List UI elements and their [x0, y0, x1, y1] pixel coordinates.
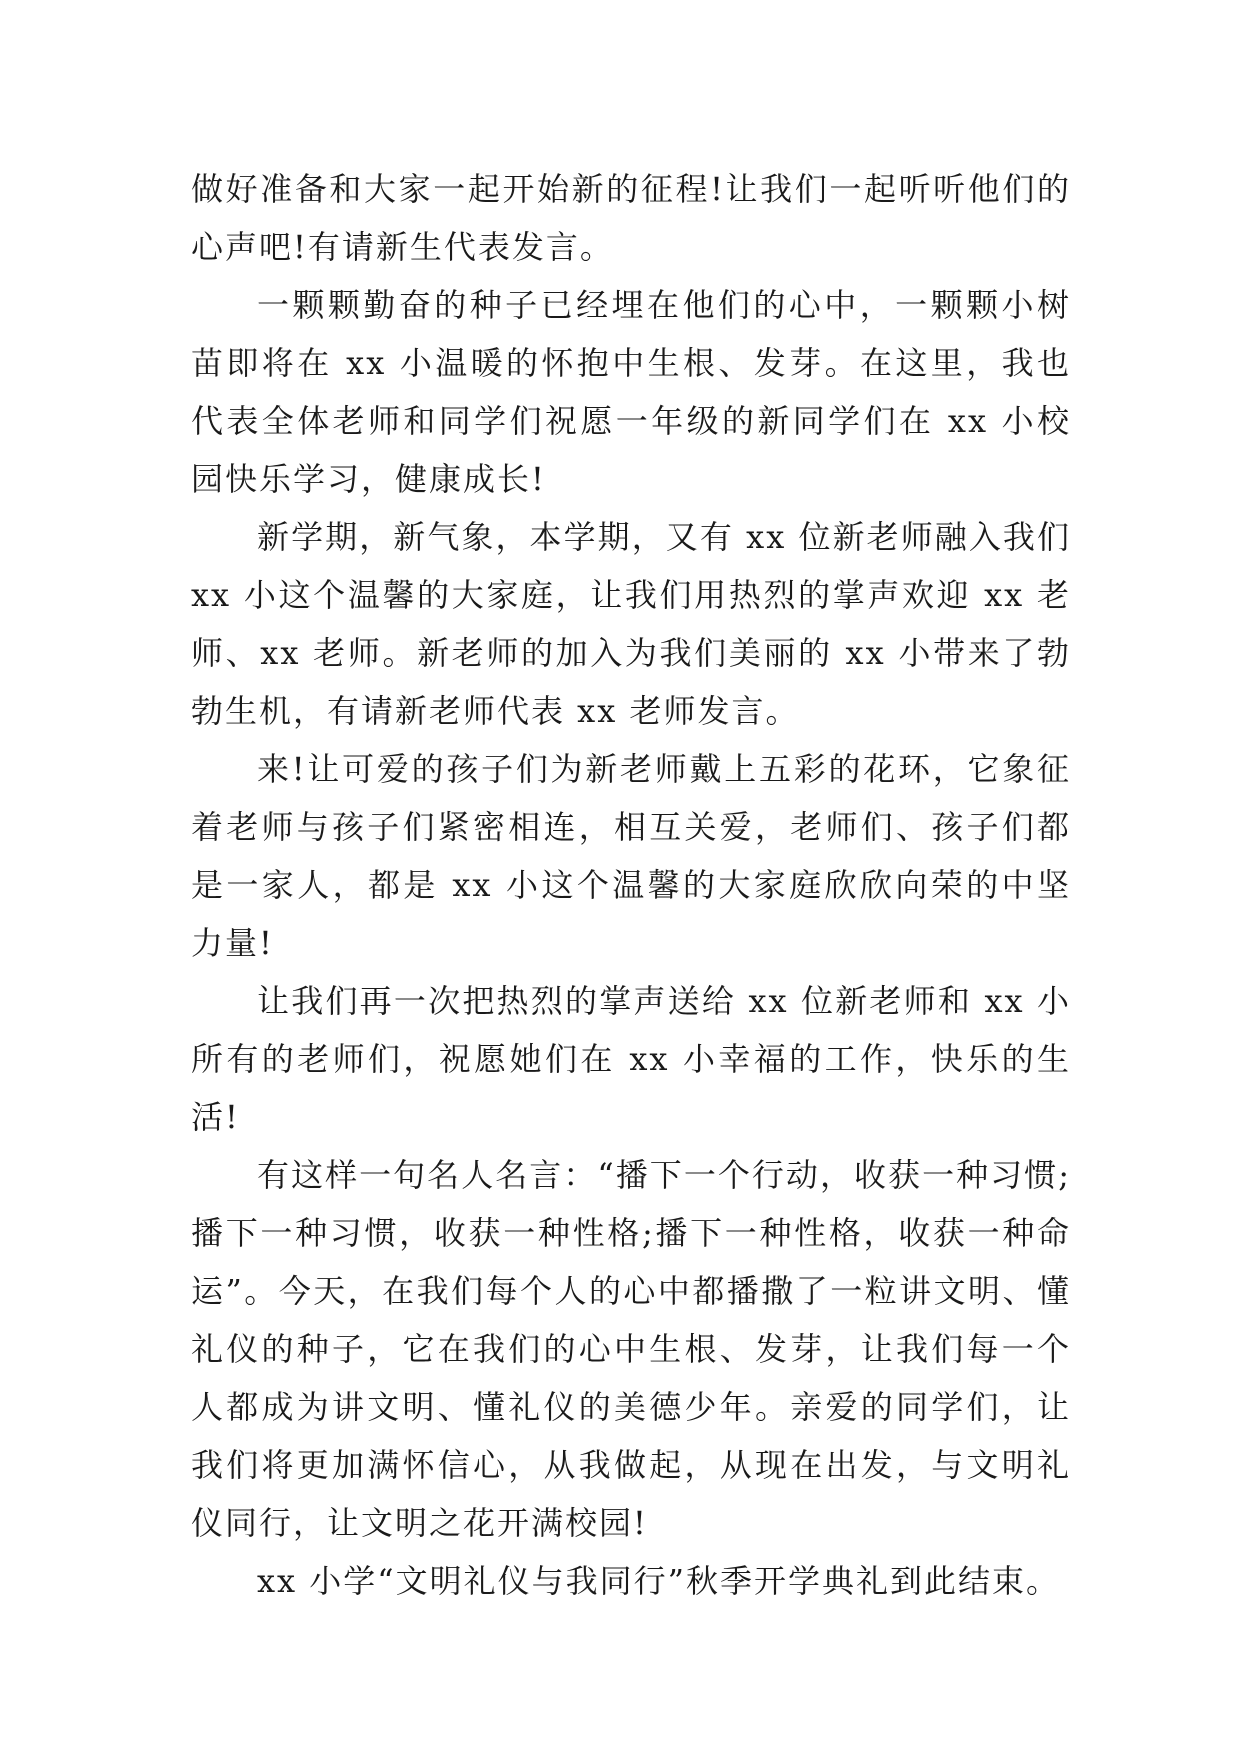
paragraph-applause: 让我们再一次把热烈的掌声送给 xx 位新老师和 xx 小所有的老师们，祝愿她们在 xx 小幸福的工作，快乐的生活! — [191, 982, 1071, 1136]
paragraph-closing: xx 小学“文明礼仪与我同行”秋季开学典礼到此结束。 — [257, 1562, 1060, 1600]
document-body — [191, 160, 1071, 1610]
paragraph-flower-wreath: 来!让可爱的孩子们为新老师戴上五彩的花环，它象征着老师与孩子们紧密相连，相互关爱，老师们、孩子们都是一家人，都是 xx 小这个温馨的大家庭欣欣向荣的中坚力量! — [191, 750, 1071, 962]
paragraph-seeds: 一颗颗勤奋的种子已经埋在他们的心中，一颗颗小树苗即将在 xx 小温暖的怀抱中生根、发芽。在这里，我也代表全体老师和同学们祝愿一年级的新同学们在 xx 小校园快乐学习，健康成长! — [191, 286, 1071, 498]
paragraph-continuation: 做好准备和大家一起开始新的征程!让我们一起听听他们的心声吧!有请新生代表发言。 — [191, 170, 1071, 266]
paragraph-quote: 有这样一句名人名言：“播下一个行动，收获一种习惯;播下一种习惯，收获一种性格;播下一种性格，收获一种命运”。今天，在我们每个人的心中都播撒了一粒讲文明、懂礼仪的种子，它在我们的心中生根、发芽，让我们每一个人都成为讲文明、懂礼仪的美德少年。亲爱的同学们，让我们将更加满怀信心，从我做起，从现在出发，与文明礼仪同行，让文明之花开满校园! — [191, 1156, 1071, 1542]
paragraph-new-teachers: 新学期，新气象，本学期，又有 xx 位新老师融入我们 xx 小这个温馨的大家庭，让我们用热烈的掌声欢迎 xx 老师、xx 老师。新老师的加入为我们美丽的 xx 小带来了勃勃生机，有请新老师代表 xx 老师发言。 — [191, 518, 1071, 730]
